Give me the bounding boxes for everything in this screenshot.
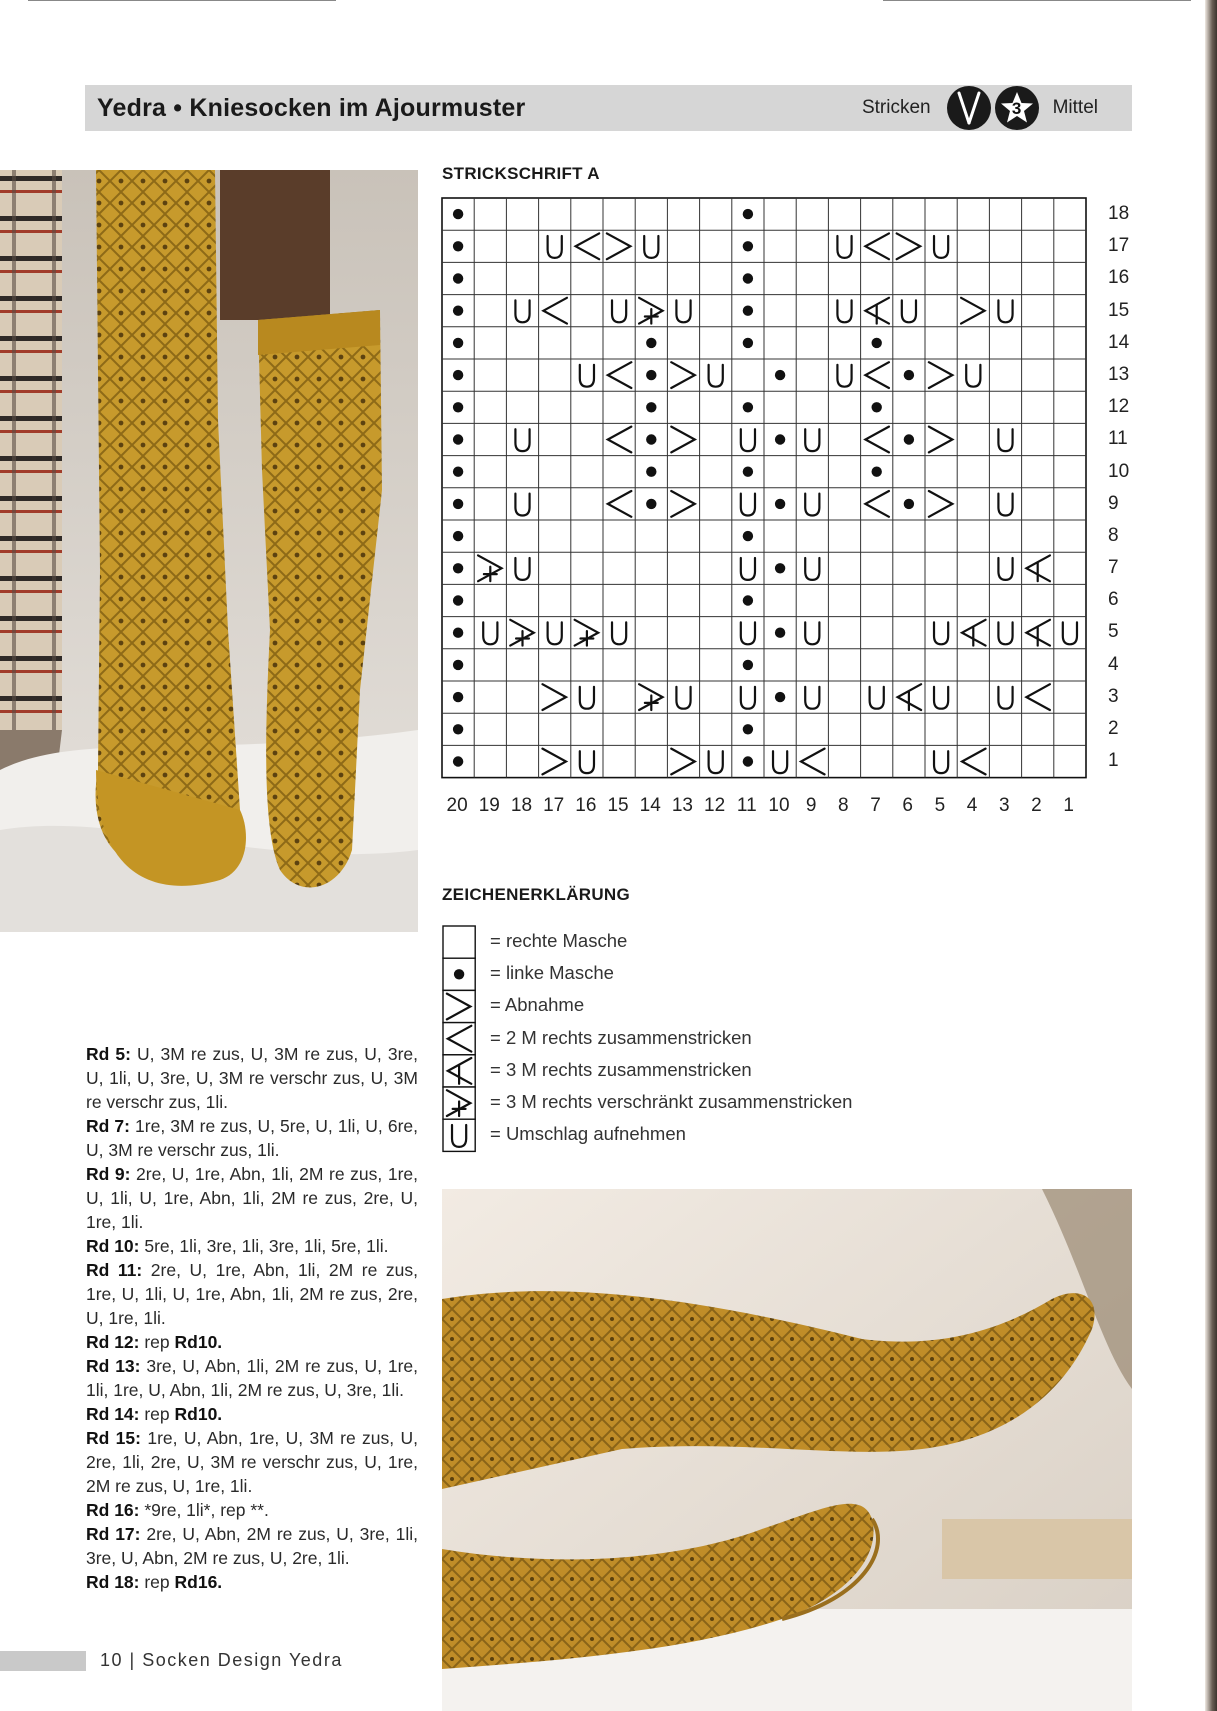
knitting-needles-icon (947, 86, 991, 130)
round-reference: Rd16. (174, 1572, 223, 1592)
purl-dot-symbol (872, 467, 882, 477)
header-bar (85, 85, 1132, 131)
chart-column-number: 1 (1063, 795, 1074, 816)
chart-row-number: 8 (1108, 524, 1119, 546)
purl-dot-symbol (743, 273, 753, 283)
purl-dot-symbol (904, 434, 914, 444)
page-title: Yedra • Kniesocken im Ajourmuster (97, 93, 526, 122)
purl-dot-symbol (775, 370, 785, 380)
chart-column-number: 11 (736, 795, 757, 816)
round-text: *9re, 1li*, rep **. (139, 1500, 269, 1520)
legend-symbol-purl (443, 958, 475, 990)
purl-dot-symbol (453, 756, 463, 766)
round-instruction (86, 1570, 418, 1594)
legend-symbol-knit (443, 926, 475, 958)
purl-dot-symbol (646, 370, 656, 380)
purl-dot-symbol (904, 499, 914, 509)
purl-dot-symbol (646, 402, 656, 412)
round-instruction (86, 1258, 418, 1330)
purl-dot-symbol (775, 563, 785, 573)
purl-dot-symbol (775, 499, 785, 509)
purl-dot-symbol (453, 370, 463, 380)
chart-column-number: 17 (543, 795, 565, 816)
round-instructions (86, 1042, 418, 1594)
footer-page-info: 10 | Socken Design Yedra (100, 1650, 343, 1670)
purl-dot-symbol (453, 499, 463, 509)
chart-column-number: 6 (902, 795, 913, 816)
purl-dot-symbol (775, 434, 785, 444)
difficulty-number: 3 (1011, 99, 1022, 118)
round-text: 1re, U, Abn, 1re, U, 3M re zus, U, 2re, 1li, 2re, U, 3M re verschr zus, U, 1re, 2M re zus, U, 1re, 1li. (86, 1428, 418, 1496)
legend-item-label: = linke Masche (490, 962, 614, 984)
chart-column-number: 14 (639, 795, 661, 816)
purl-dot-symbol (743, 402, 753, 412)
round-text: rep (139, 1332, 175, 1352)
chart-row-number: 7 (1108, 557, 1119, 579)
craft-label: Stricken (861, 97, 931, 118)
purl-dot-symbol (453, 273, 463, 283)
purl-dot-symbol (453, 338, 463, 348)
purl-dot-symbol (743, 531, 753, 541)
chart-column-number: 19 (478, 795, 500, 816)
knitting-chart-grid (440, 196, 1090, 780)
legend-symbol-abnahme (443, 990, 475, 1022)
chart-row-number: 13 (1108, 363, 1130, 385)
purl-dot-symbol (453, 434, 463, 444)
chart-row-number: 12 (1108, 396, 1130, 418)
chart-column-number: 12 (704, 795, 726, 816)
round-label: Rd 7: (86, 1116, 130, 1136)
chart-column-number: 15 (607, 795, 629, 816)
round-label: Rd 16: (86, 1500, 140, 1520)
round-text: rep (139, 1404, 175, 1424)
round-label: Rd 15: (86, 1428, 141, 1448)
chart-row-number: 2 (1108, 718, 1119, 739)
round-instruction (86, 1330, 418, 1354)
chart-row-number: 6 (1108, 589, 1119, 611)
round-label: Rd 14: (86, 1404, 140, 1424)
legend-item-label: = Abnahme (490, 994, 585, 1016)
chart-column-number: 4 (966, 795, 978, 816)
purl-dot-symbol (904, 370, 914, 380)
legend-item-label: = 3 M rechts zusammenstricken (490, 1058, 752, 1080)
round-label: Rd 17: (86, 1524, 141, 1544)
purl-dot-symbol (743, 209, 753, 219)
round-reference: Rd10. (174, 1332, 223, 1352)
purl-dot-symbol (453, 692, 463, 702)
difficulty-label: Mittel (1052, 97, 1098, 118)
chart-column-number: 13 (671, 795, 693, 816)
chart-column-number: 3 (998, 795, 1010, 816)
purl-dot-symbol (646, 338, 656, 348)
purl-dot-symbol (453, 306, 463, 316)
round-instruction (86, 1234, 418, 1258)
purl-dot-symbol (775, 692, 785, 702)
chart-row-number: 14 (1108, 331, 1130, 353)
purl-dot-symbol (453, 628, 463, 638)
chart-column-number: 2 (1031, 795, 1042, 816)
round-label: Rd 10: (86, 1236, 140, 1256)
round-instruction (86, 1498, 418, 1522)
legend-symbol-k2tog (443, 1023, 475, 1055)
round-label: Rd 13: (86, 1356, 141, 1376)
purl-dot-symbol (743, 467, 753, 477)
purl-dot-symbol (743, 306, 753, 316)
chart-row-number: 18 (1108, 203, 1130, 224)
chart-row-number: 3 (1108, 685, 1119, 707)
chart-column-number: 16 (575, 795, 597, 816)
purl-dot-symbol (743, 660, 753, 670)
legend-symbol-k3tog (443, 1055, 475, 1087)
purl-dot-symbol (743, 756, 753, 766)
purl-dot-symbol (453, 467, 463, 477)
chart-row-number: 16 (1108, 267, 1130, 289)
purl-dot-symbol (775, 628, 785, 638)
legend-title: ZEICHENERKLÄRUNG (442, 885, 631, 904)
round-text: 2re, U, 1re, Abn, 1li, 2M re zus, 1re, U, 1li, U, 1re, Abn, 1li, 2M re zus, 2re, U, 1re, 1li. (86, 1260, 418, 1328)
round-instruction (86, 1114, 418, 1162)
legend-symbols (442, 925, 476, 1153)
purl-dot-symbol (453, 660, 463, 670)
chart-column-number: 10 (768, 795, 790, 816)
purl-dot-symbol (646, 467, 656, 477)
round-label: Rd 9: (86, 1164, 131, 1184)
legend-symbol-yarn-over (443, 1119, 475, 1151)
legend-item-label: = 2 M rechts zusammenstricken (490, 1026, 752, 1048)
chart-row-number: 17 (1108, 235, 1130, 257)
chart-row-number: 15 (1108, 299, 1130, 321)
purl-dot-symbol (646, 434, 656, 444)
chart-column-numbers (441, 795, 1085, 819)
purl-dot-symbol (453, 209, 463, 219)
chart-row-number: 1 (1108, 750, 1119, 772)
round-text: 2re, U, Abn, 2M re zus, U, 3re, 1li, 3re, U, Abn, 2M re zus, U, 2re, 1li. (86, 1524, 418, 1568)
round-text: U, 3M re zus, U, 3M re zus, U, 3re, U, 1li, U, 3re, U, 3M re verschr zus, U, 3M re verschr zus, 1li. (86, 1044, 418, 1112)
chart-row-numbers (1108, 198, 1138, 777)
round-text: rep (139, 1572, 175, 1592)
purl-dot-symbol (743, 595, 753, 605)
round-label: Rd 12: (86, 1332, 140, 1352)
purl-dot-symbol (453, 402, 463, 412)
purl-dot-symbol (646, 499, 656, 509)
chart-column-number: 20 (446, 795, 468, 816)
purl-dot-symbol (453, 595, 463, 605)
legend-item-label: = Umschlag aufnehmen (490, 1123, 686, 1145)
top-rule-left (28, 0, 336, 1)
round-label: Rd 5: (86, 1044, 131, 1064)
purl-dot-symbol (453, 241, 463, 251)
chart-row-number: 4 (1108, 653, 1119, 675)
purl-dot-symbol (453, 531, 463, 541)
chart-row-number: 11 (1108, 428, 1128, 450)
chart-column-number: 18 (510, 795, 533, 816)
round-instruction (86, 1426, 418, 1498)
round-instruction (86, 1162, 418, 1234)
purl-dot-symbol (743, 338, 753, 348)
round-instruction (86, 1042, 418, 1114)
page-edge (1205, 0, 1217, 1711)
chart-column-number: 7 (870, 795, 881, 816)
chart-row-number: 5 (1108, 621, 1119, 643)
legend-item-label: = 3 M rechts verschränkt zusammenstricken (490, 1090, 853, 1112)
round-text: 5re, 1li, 3re, 1li, 3re, 1li, 5re, 1li. (139, 1236, 389, 1256)
round-text: 1re, 3M re zus, U, 5re, U, 1li, U, 6re, U, 3M re verschr zus, 1li. (86, 1116, 419, 1160)
footer-bar (0, 1651, 86, 1671)
round-instruction (86, 1522, 418, 1570)
purl-dot-symbol (743, 241, 753, 251)
round-label: Rd 18: (86, 1572, 140, 1592)
legend-symbol-k3tog-tbl (443, 1087, 475, 1119)
round-label: Rd 11: (86, 1260, 143, 1280)
legend-list (490, 925, 852, 1150)
round-instruction (86, 1402, 418, 1426)
difficulty-star-icon (995, 86, 1039, 130)
photo-knee-socks-crossed-legs (442, 1189, 1132, 1711)
purl-dot-symbol (453, 724, 463, 734)
top-rule-right (883, 0, 1191, 1)
purl-dot-symbol (872, 402, 882, 412)
round-instruction (86, 1354, 418, 1402)
chart-row-number: 10 (1108, 460, 1130, 482)
purl-dot-symbol (453, 563, 463, 573)
round-text: 2re, U, 1re, Abn, 1li, 2M re zus, 1re, U, 1li, U, 1re, Abn, 1li, 2M re zus, 2re, U, 1re, 1li. (86, 1164, 419, 1232)
purl-dot-symbol (743, 724, 753, 734)
round-reference: Rd10. (174, 1404, 223, 1424)
purl-dot-symbol (872, 338, 882, 348)
chart-title: STRICKSCHRIFT A (442, 164, 600, 183)
legend-item-label: = rechte Masche (490, 930, 628, 951)
round-text: 3re, U, Abn, 1li, 2M re zus, U, 1re, 1li, 1re, U, Abn, 1li, 2M re zus, U, 3re, 1li. (86, 1356, 418, 1400)
chart-row-number: 9 (1108, 492, 1119, 514)
chart-column-number: 9 (805, 795, 817, 816)
photo-knee-socks-standing (0, 170, 418, 932)
chart-column-number: 8 (838, 795, 849, 816)
chart-column-number: 5 (934, 795, 946, 816)
